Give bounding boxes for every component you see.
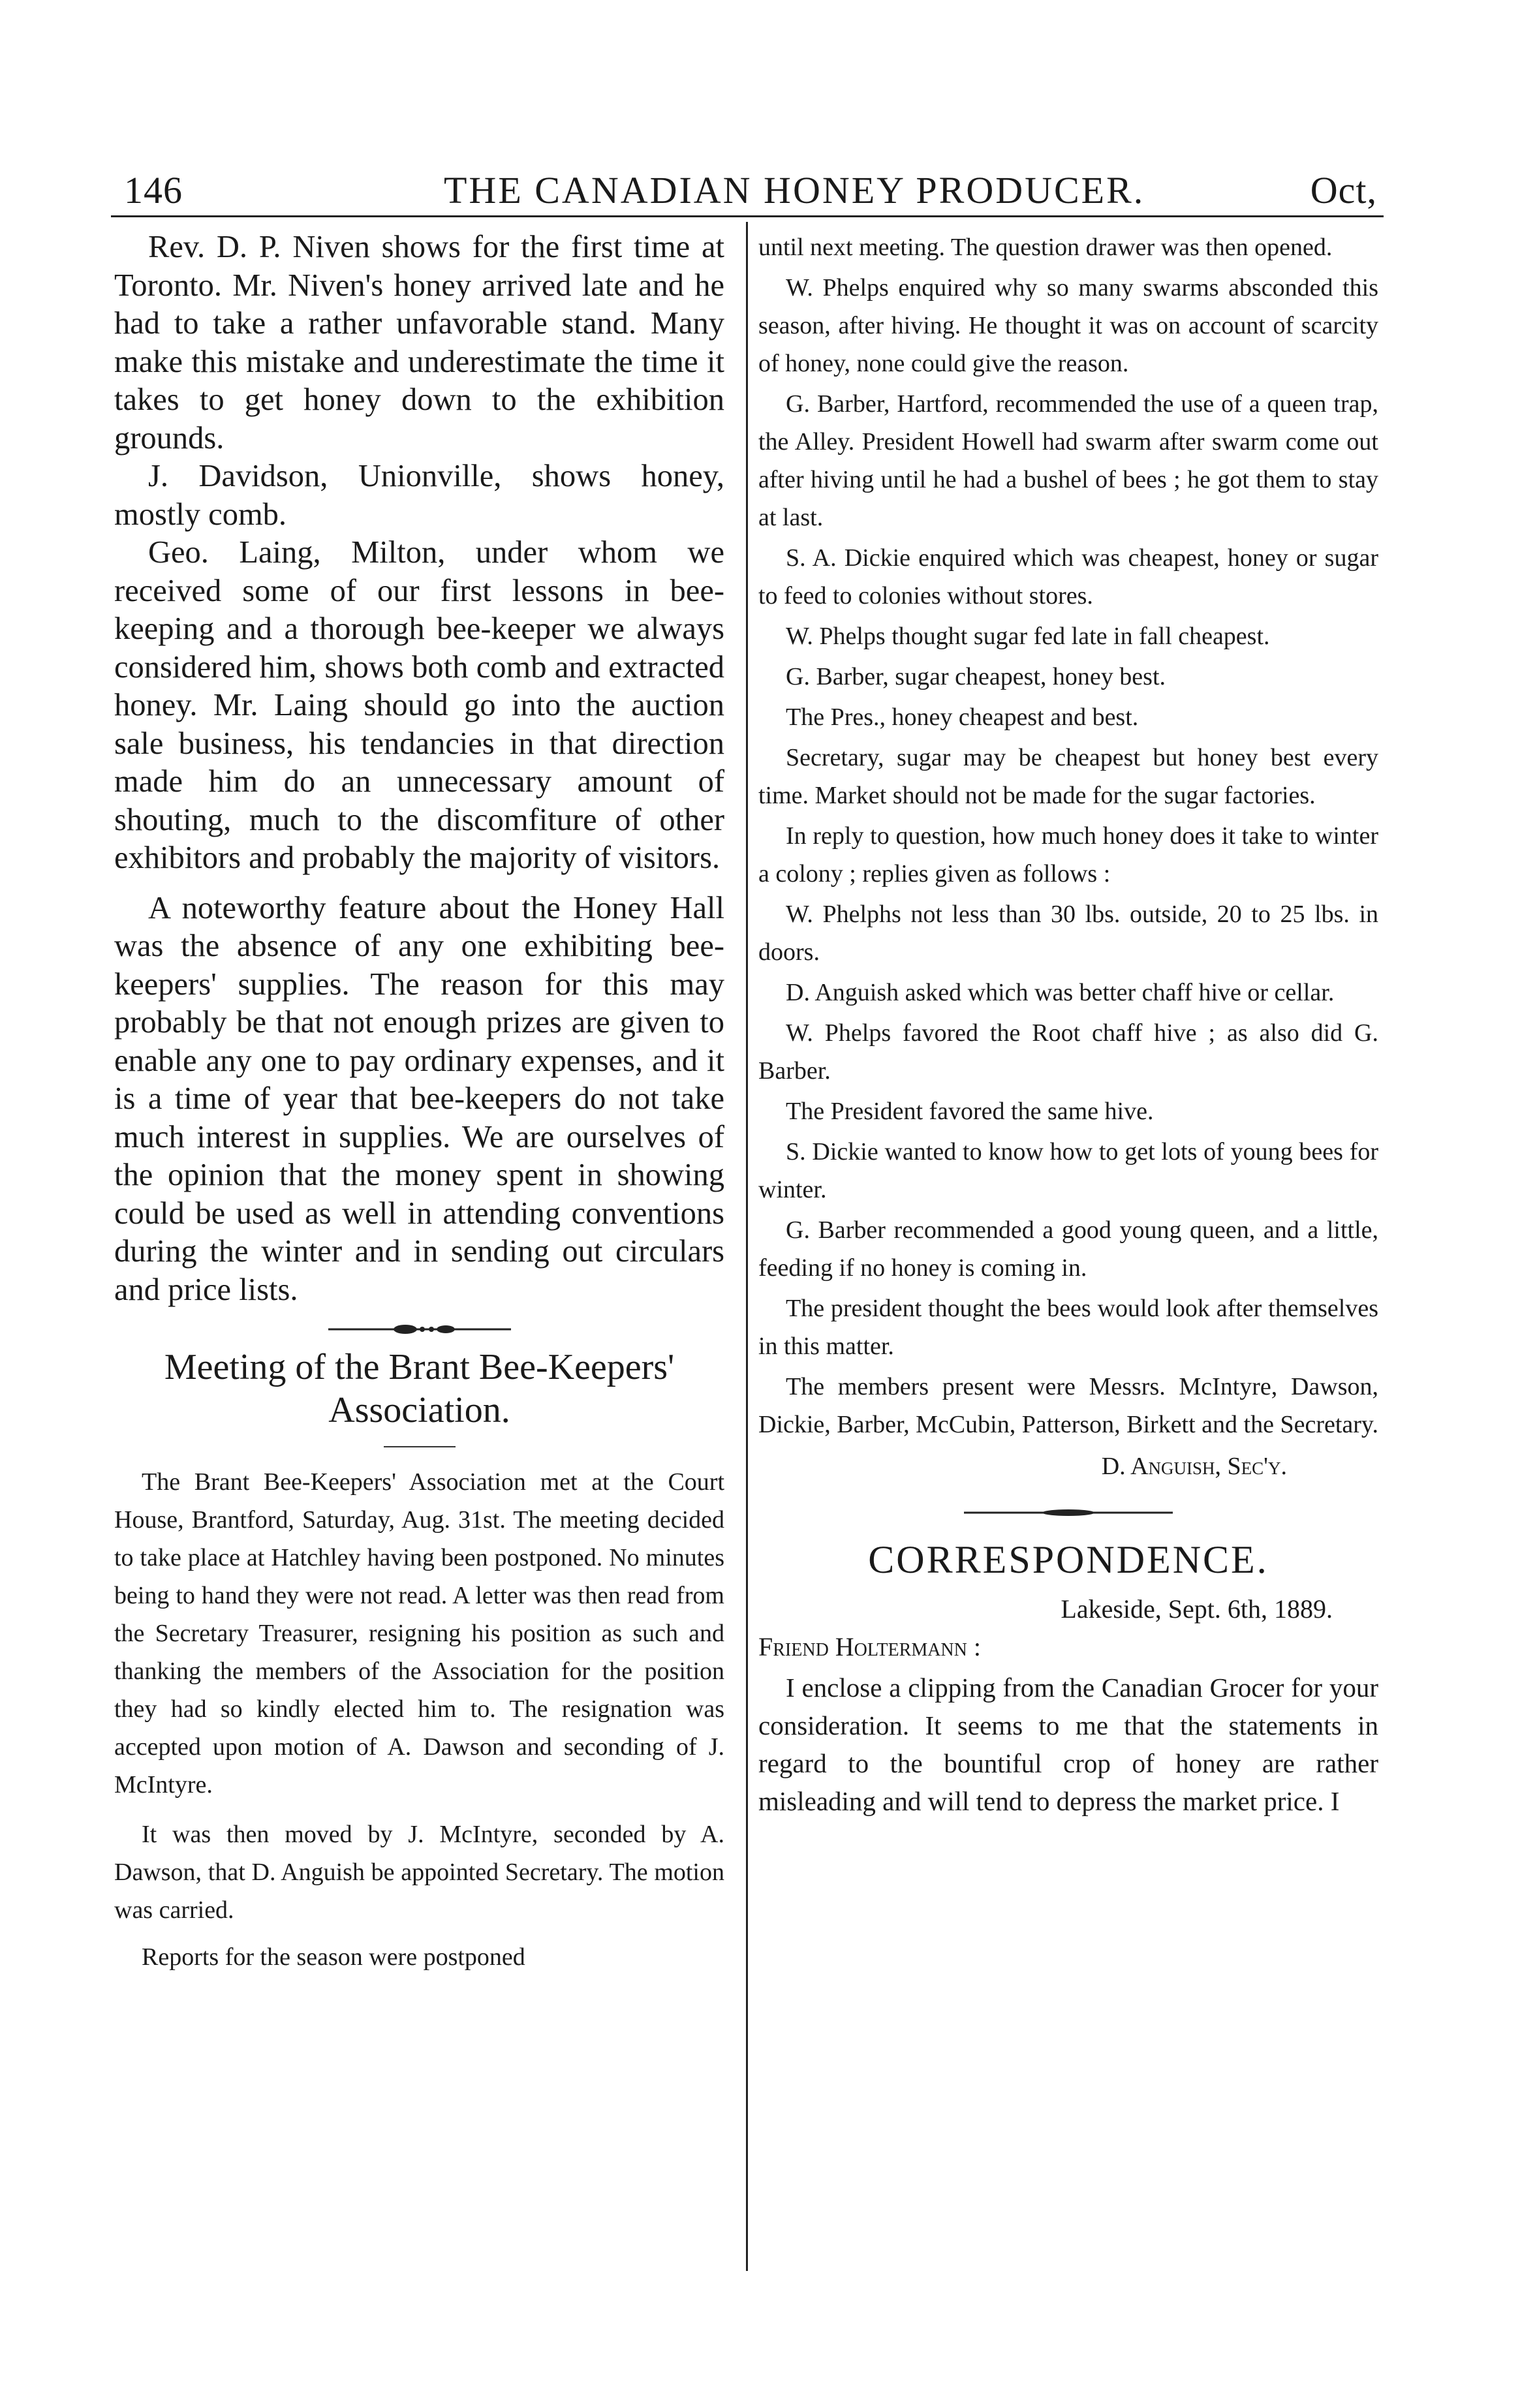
meeting-paragraph: Reports for the season were postponed (142, 1943, 525, 1971)
meeting-report-continued (758, 228, 1378, 1485)
column-divider (746, 222, 748, 2271)
ornament-divider (328, 1322, 511, 1336)
page-number: 146 (124, 169, 183, 211)
exhibition-paragraph: A noteworthy feature about the Honey Hall was the absence of any one exhibiting bee-keepers' supplies. The reason for this may probably be that not enough prizes are given to enable any one to pay ordinary expenses, and it is a time of year that bee-keepers do not take much interest in supplies. We are ourselves of the opinion that the money spent in showing could be used as well in attending conventions during the winter and in sending out circulars and price lists. (114, 890, 724, 1307)
meeting-paragraph: The Brant Bee-Keepers' Association met at the Court House, Brantford, Saturday, Aug. 31st. The meeting decided to take place at Hatchley having been postponed. No minutes being to hand they were not read. A letter was then read from the Secretary Treasurer, resigning his position as such and thanking the members of the Association for the position they had so kindly elected him to. The resignation was accepted upon motion of A. Dawson and seconding of J. McIntyre. (114, 1468, 724, 1798)
secretary-signature: D. Anguish, Sec'y. (1101, 1453, 1287, 1480)
meeting-paragraph: In reply to question, how much honey does it take to winter a colony ; replies given as follows : (758, 822, 1378, 888)
meeting-paragraph: The president thought the bees would look after themselves in this matter. (758, 1295, 1378, 1360)
meeting-paragraph: The President favored the same hive. (786, 1098, 1154, 1125)
journal-title: THE CANADIAN HONEY PRODUCER. (444, 169, 1145, 211)
meeting-paragraph: It was then moved by J. McIntyre, seconded by A. Dawson, that D. Anguish be appointed Secretary. The motion was carried. (114, 1821, 724, 1924)
right-column (758, 228, 1378, 1823)
letter-paragraph: I enclose a clipping from the Canadian Grocer for your consideration. It seems to me that the statements in regard to the bountiful crop of honey are rather misleading and will tend to depress the market price. I (758, 1673, 1378, 1816)
meeting-paragraph: W. Phelps favored the Root chaff hive ; as also did G. Barber. (758, 1019, 1378, 1085)
meeting-paragraph: G. Barber, sugar cheapest, honey best. (786, 663, 1166, 690)
meeting-paragraph: The members present were Messrs. McIntyre, Dawson, Dickie, Barber, McCubin, Patterson, Birkett and the Secretary. (758, 1373, 1378, 1438)
letter-dateline: Lakeside, Sept. 6th, 1889. (1061, 1594, 1333, 1624)
meeting-paragraph: Secretary, sugar may be cheapest but honey best every time. Market should not be made for the sugar factories. (758, 744, 1378, 809)
exhibition-report (114, 228, 724, 1309)
meeting-paragraph: G. Barber recommended a good young queen, and a little, feeding if no honey is coming in. (758, 1216, 1378, 1282)
meeting-paragraph: W. Phelphs not less than 30 lbs. outside, 20 to 25 lbs. in doors. (758, 901, 1378, 966)
meeting-report (114, 1463, 724, 1976)
meeting-paragraph: G. Barber, Hartford, recommended the use of a queen trap, the Alley. President Howell had swarm after swarm come out after hiving until he had a bushel of bees ; he got them to stay at last. (758, 390, 1378, 531)
exhibition-paragraph: J. Davidson, Unionville, shows honey, mostly comb. (114, 459, 724, 532)
meeting-paragraph: D. Anguish asked which was better chaff hive or cellar. (786, 979, 1335, 1006)
exhibition-paragraph: Rev. D. P. Niven shows for the first time at Toronto. Mr. Niven's honey arrived late and he had to take a rather unfavorable stand. Many make this mistake and underestimate the time it takes to get honey down to the exhibition grounds. (114, 230, 724, 455)
heading-rule (384, 1446, 456, 1447)
meeting-paragraph: S. A. Dickie enquired which was cheapest, honey or sugar to feed to colonies without stores. (758, 544, 1378, 610)
left-column (114, 228, 724, 1979)
correspondence-letter (758, 1590, 1378, 1820)
meeting-paragraph: W. Phelps thought sugar fed late in fall cheapest. (786, 623, 1270, 650)
meeting-paragraph: W. Phelps enquired why so many swarms absconded this season, after hiving. He thought it was on account of scarcity of honey, none could give the reason. (758, 274, 1378, 377)
ornament-divider (964, 1507, 1173, 1518)
meeting-heading: Meeting of the Brant Bee-Keepers' Association. (164, 1347, 675, 1430)
meeting-paragraph: until next meeting. The question drawer was then opened. (758, 234, 1333, 261)
exhibition-paragraph: Geo. Laing, Milton, under whom we received some of our first lessons in bee-keeping and a thorough bee-keeper we always considered him, shows both comb and extracted honey. Mr. Laing should go into the auction sale business, his tendancies in that direction made him do an unnecessary amount of shouting, much to the discomfiture of other exhibitors and probably the majority of visitors. (114, 535, 724, 875)
correspondence-heading: CORRESPONDENCE. (868, 1538, 1269, 1581)
letter-salutation: Friend Holtermann : (758, 1632, 981, 1661)
meeting-paragraph: The Pres., honey cheapest and best. (786, 703, 1139, 731)
header-rule (111, 215, 1384, 217)
issue-month: Oct, (1310, 169, 1377, 211)
page-header (124, 163, 1377, 215)
meeting-paragraph: S. Dickie wanted to know how to get lots of young bees for winter. (758, 1138, 1378, 1203)
